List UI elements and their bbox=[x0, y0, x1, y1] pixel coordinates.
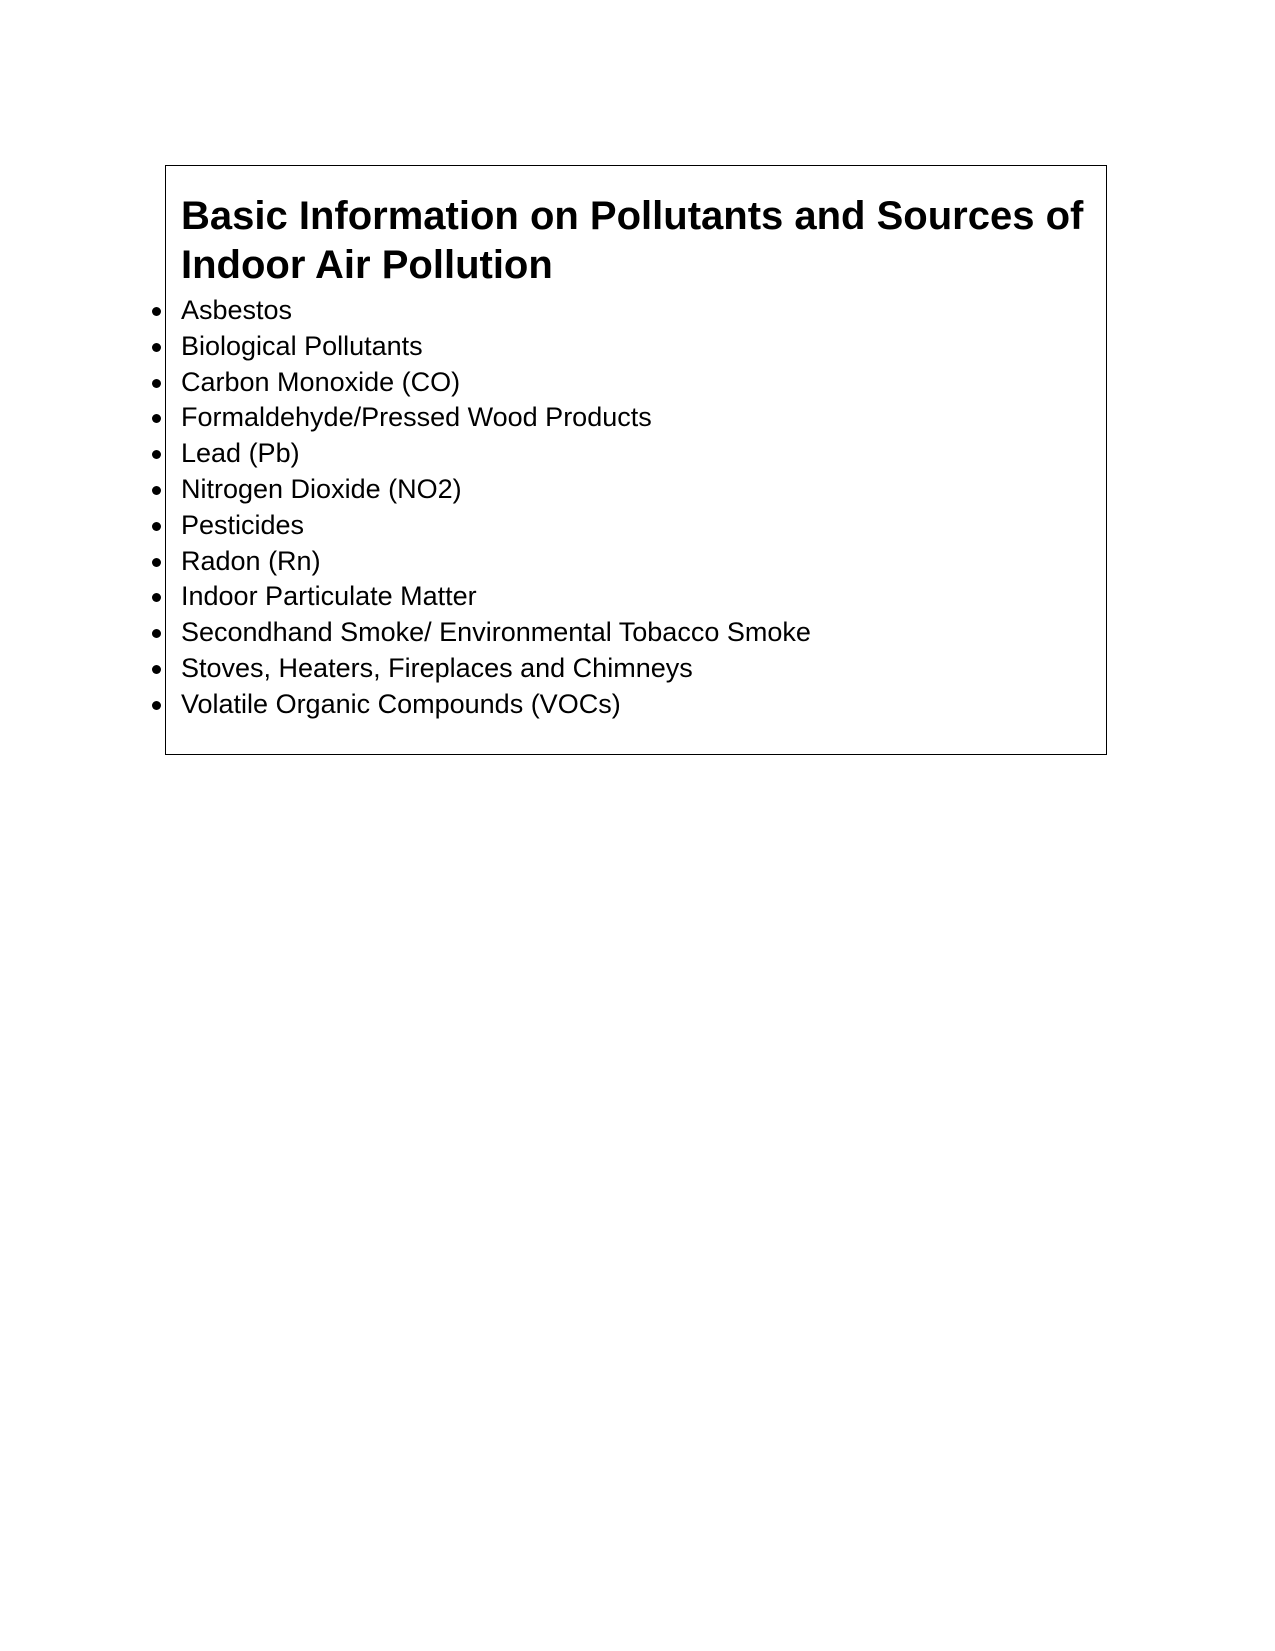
list-item-label: Lead (Pb) bbox=[181, 438, 300, 469]
list-item bbox=[181, 293, 811, 329]
list-item bbox=[181, 365, 811, 401]
bullet-icon bbox=[150, 615, 164, 651]
list-item bbox=[181, 651, 811, 687]
list-item bbox=[181, 472, 811, 508]
list-item bbox=[181, 544, 811, 580]
list-item bbox=[181, 615, 811, 651]
list-item-label: Pesticides bbox=[181, 509, 305, 540]
list-item-label: Indoor Particulate Matter bbox=[181, 581, 477, 612]
list-item bbox=[181, 508, 811, 544]
list-item-label: Asbestos bbox=[181, 295, 293, 325]
list-item bbox=[181, 687, 811, 723]
bullet-icon bbox=[150, 579, 164, 615]
bullet-icon bbox=[150, 329, 164, 365]
list-item-label: Biological Pollutants bbox=[181, 330, 423, 361]
list-item-label: Secondhand Smoke/ Environmental Tobacco Smoke bbox=[181, 617, 811, 648]
bullet-icon bbox=[150, 293, 164, 329]
bullet-icon bbox=[150, 651, 164, 687]
list-item-label: Carbon Monoxide (CO) bbox=[181, 366, 461, 397]
page-title: Basic Information on Pollutants and Sources of Indoor Air Pollution bbox=[181, 194, 1084, 287]
bullet-icon bbox=[150, 544, 164, 580]
bullet-icon bbox=[150, 365, 164, 401]
list-item bbox=[181, 579, 811, 615]
pollutant-list bbox=[181, 293, 811, 723]
bullet-icon bbox=[150, 687, 164, 723]
list-item-label: Stoves, Heaters, Fireplaces and Chimneys bbox=[181, 652, 693, 683]
bullet-icon bbox=[150, 472, 164, 508]
bullet-icon bbox=[150, 400, 164, 436]
bullet-icon bbox=[150, 508, 164, 544]
list-item bbox=[181, 329, 811, 365]
list-item-label: Radon (Rn) bbox=[181, 545, 321, 576]
list-item-label: Formaldehyde/Pressed Wood Products bbox=[181, 402, 652, 433]
list-item bbox=[181, 436, 811, 472]
list-item bbox=[181, 400, 811, 436]
list-item-label: Volatile Organic Compounds (VOCs) bbox=[181, 688, 621, 719]
bullet-icon bbox=[150, 436, 164, 472]
list-item-label: Nitrogen Dioxide (NO2) bbox=[181, 473, 462, 504]
